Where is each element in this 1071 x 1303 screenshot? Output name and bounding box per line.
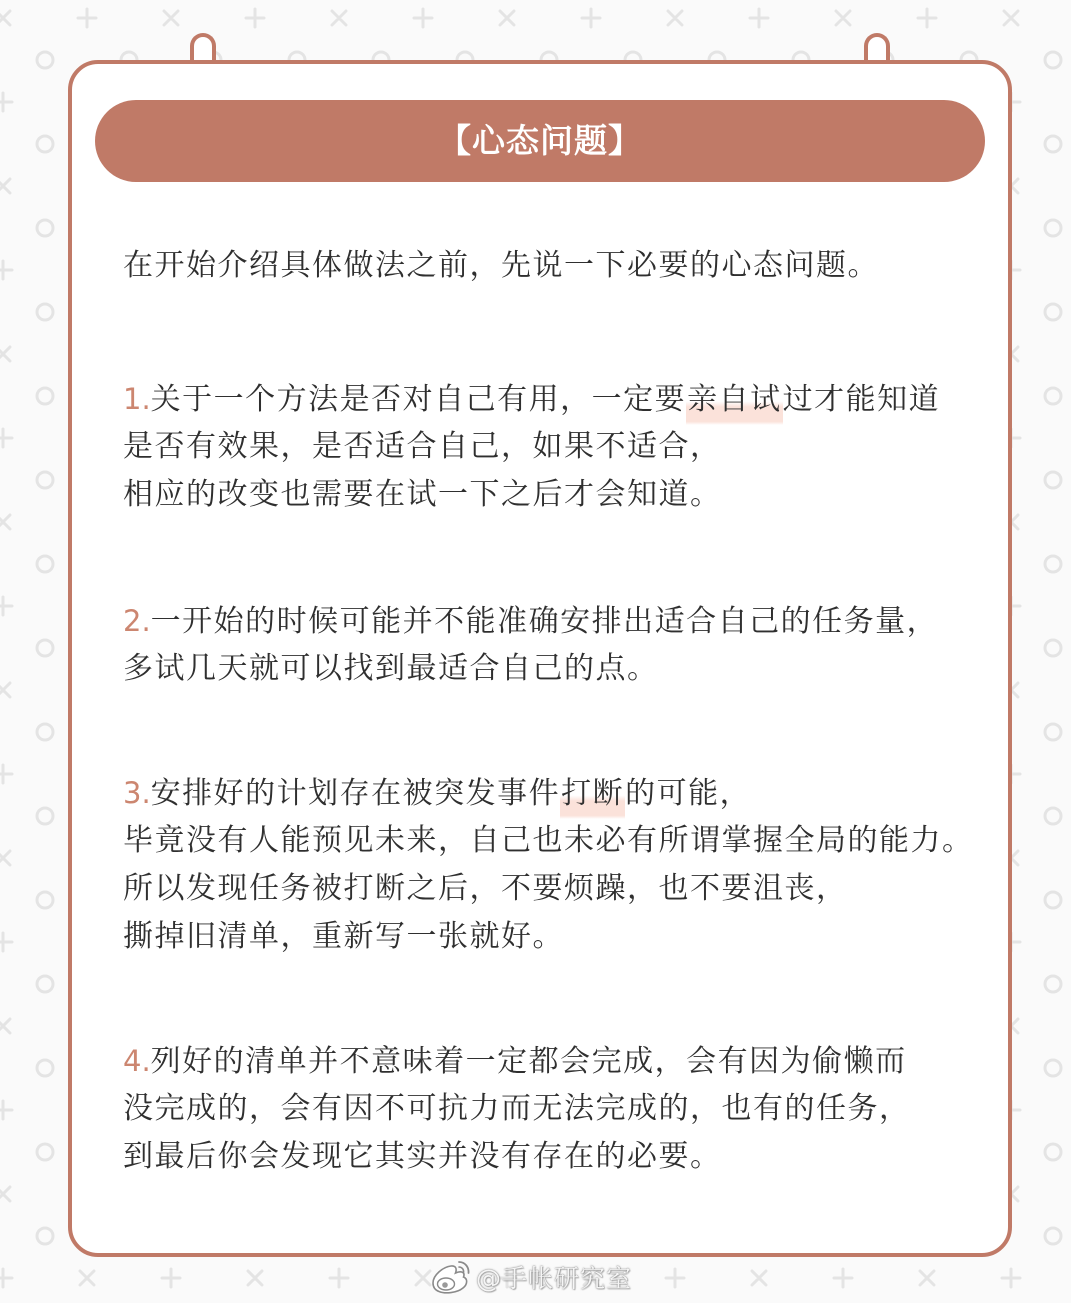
point-2-number: 2. <box>123 604 151 638</box>
point-4-line-1 <box>123 1037 911 1085</box>
section-title-banner <box>95 100 985 182</box>
point-2-line-2: 多试几天就可以找到最适合自己的点。 <box>123 651 659 686</box>
point-4-number: 4. <box>123 1044 151 1078</box>
point-1-number: 1. <box>123 382 151 416</box>
point-1-line-1-text-after: 过才能知道 <box>782 382 941 417</box>
point-3-line-2: 毕竟没有人能预见未来，自己也未必有所谓掌握全局的能力。 <box>123 823 974 858</box>
highlighted-phrase: 打断 <box>560 776 625 819</box>
point-2 <box>123 597 938 693</box>
point-2-line-1 <box>123 597 938 645</box>
point-4-line-1-text: 列好的清单并不意味着一定都会完成，会有因为偷懒而 <box>150 1044 907 1079</box>
point-3-line-3: 所以发现任务被打断之后，不要烦躁，也不要沮丧， <box>123 871 848 906</box>
highlighted-phrase: 亲自试 <box>686 382 783 425</box>
point-3-line-1-text-after: 的可能， <box>625 776 752 811</box>
point-4-line-3: 到最后你会发现它其实并没有存在的必要。 <box>123 1139 722 1174</box>
watermark-handle: @手帐研究室 <box>476 1264 633 1293</box>
point-3-line-1 <box>123 769 974 817</box>
weibo-icon <box>428 1259 472 1295</box>
point-3-line-1-text-before: 安排好的计划存在被突发事件 <box>150 776 561 811</box>
point-4-line-2: 没完成的，会有因不可抗力而无法完成的，也有的任务， <box>123 1091 911 1126</box>
point-3-number: 3. <box>123 776 151 810</box>
point-4 <box>123 1037 911 1181</box>
point-1-line-3: 相应的改变也需要在试一下之后才会知道。 <box>123 477 722 512</box>
watermark <box>428 1258 632 1296</box>
intro-line: 在开始介绍具体做法之前，先说一下必要的心态问题。 <box>123 248 879 283</box>
point-1-line-2: 是否有效果，是否适合自己，如果不适合， <box>123 429 722 464</box>
point-1 <box>123 375 940 519</box>
weibo-icon-pupil <box>442 1282 448 1288</box>
point-3-line-4: 撕掉旧清单，重新写一张就好。 <box>123 919 564 954</box>
point-2-line-1-text: 一开始的时候可能并不能准确安排出适合自己的任务量， <box>150 604 939 639</box>
point-1-line-1-text-before: 关于一个方法是否对自己有用，一定要 <box>150 382 687 417</box>
point-3 <box>123 769 974 961</box>
section-title: 【心态问题】 <box>438 121 642 160</box>
intro-paragraph <box>123 242 879 290</box>
point-1-line-1 <box>123 375 940 423</box>
